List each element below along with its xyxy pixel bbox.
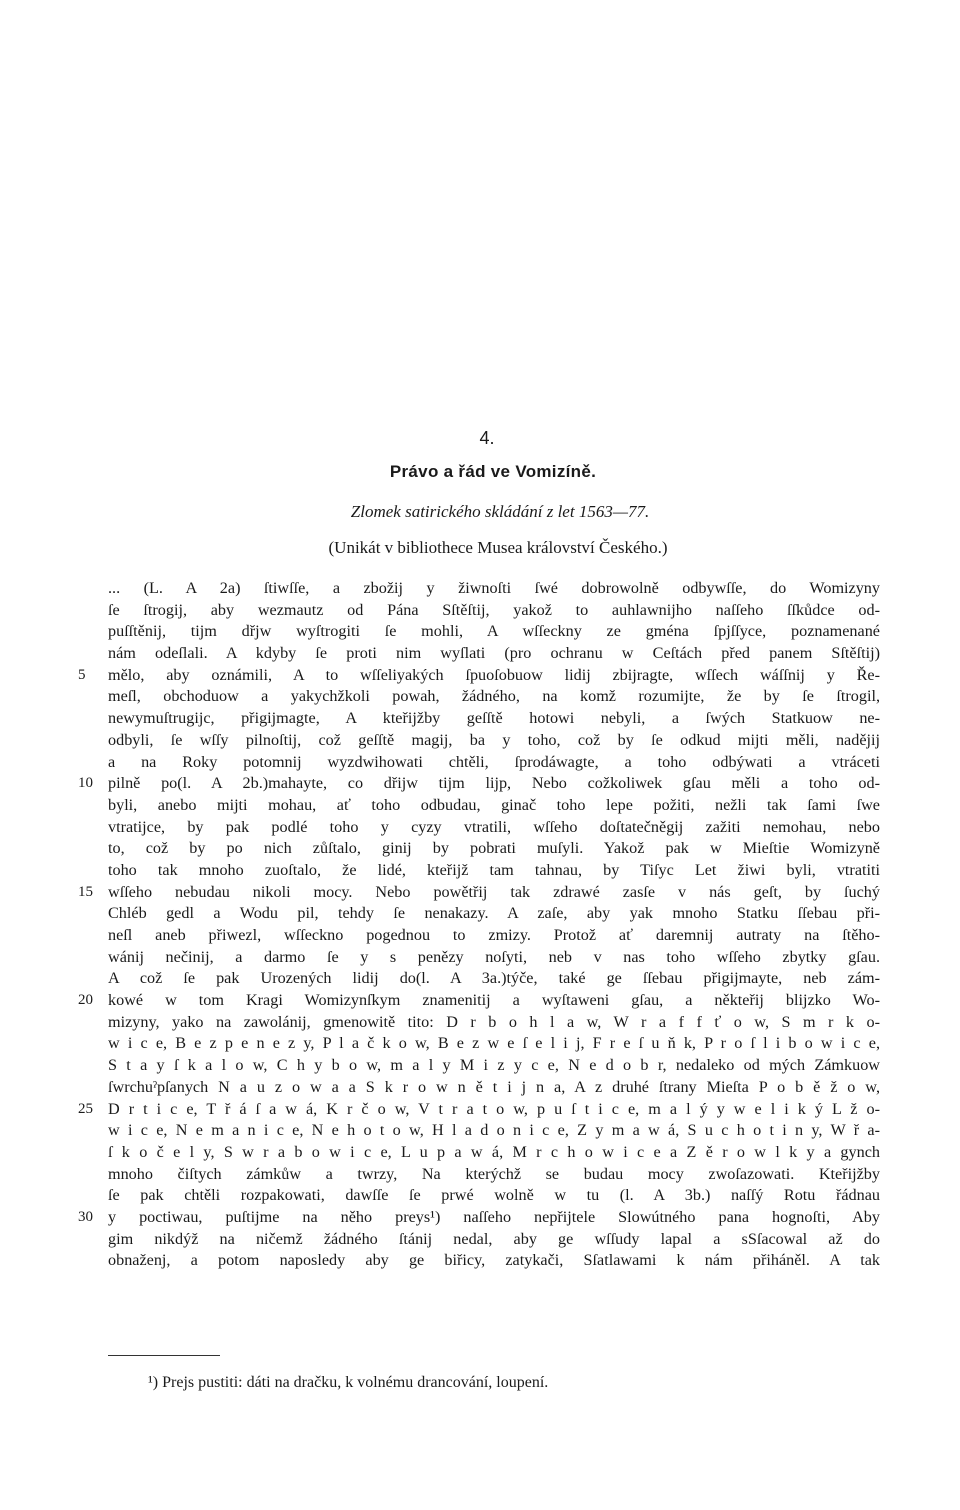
line-text: odbyli, ſe wſſy pilnoſtij, což geſſtě magij, ba y toho, což by ſe odkud mijti měli, nadějij — [108, 730, 880, 749]
line-text: mnoho čiſtych zámkůw a twrzy, Na kterýchž se budau mocy zwoſazowati. Kteřijžby — [108, 1164, 880, 1183]
text-line — [108, 643, 880, 665]
line-text: mizyny, yako na zawolánij, gmenowitě tito: D r b o h l a w, W r a f f ť o w, S m r k o- — [108, 1012, 880, 1031]
line-text: pilně po(l. A 2b.)mahayte, co dřijw tijm lijp, Nebo cožkoliwek gſau měli a toho od- — [108, 774, 880, 793]
text-line — [108, 838, 880, 860]
line-text: kowé w tom Kragi Womizynſkym znamenitij a wyſtaweni gſau, a někteřij blijzko Wo- — [108, 991, 880, 1010]
text-line — [108, 752, 880, 774]
text-line — [108, 621, 880, 643]
line-number: 20 — [78, 992, 93, 1009]
line-text: meſl, obchoduow a yakychžkoli powah, žádného, na komž rozumijte, že by ſe ſtrogil, — [108, 687, 880, 706]
line-number: 10 — [78, 775, 93, 792]
text-line — [108, 600, 880, 622]
line-text: ſ k o č e l y, S w r a b o w i c e, L u p a w á, M r c h o w i c e a Z ě r o w l k y a gynch — [108, 1142, 880, 1161]
footnote-divider — [108, 1355, 220, 1356]
line-text: nám odeſlali. A kdyby ſe proti nim wyſlati (pro ochranu w Ceſtách před panem Sſtěſtij) — [108, 644, 880, 663]
text-line — [108, 686, 880, 708]
chapter-subtitle: Zlomek satirického skládání z let 1563—77. — [350, 502, 650, 521]
text-line — [78, 773, 880, 795]
text-line — [108, 968, 880, 990]
line-text: newymuſtrugijc, přigijmagte, A kteřijžby geſſtě hotowi nebyli, a ſwých Statkuow ne- — [108, 709, 880, 728]
footnote — [148, 1374, 548, 1392]
text-line — [108, 1229, 880, 1251]
line-number: 5 — [78, 666, 86, 683]
text-line — [108, 1250, 880, 1272]
text-line — [78, 882, 880, 904]
line-text: ſe pak chtěli rozpakowati, dawſſe ſe prwé wolně w tu (l. A 3b.) naſſý Rotu řádnau — [108, 1186, 880, 1205]
text-line — [108, 1033, 880, 1055]
line-text: byli, anebo mijti mohau, ať toho odbudau, ginač toho lepe požiti, nežli tak ſami ſwe — [108, 795, 880, 814]
text-line — [108, 1164, 880, 1186]
text-line — [108, 1055, 880, 1077]
text-line — [78, 990, 880, 1012]
chapter-title: Právo a řád ve Vomizíně. — [389, 462, 597, 481]
source-note: (Unikát v bibliothece Musea království Českého.) — [328, 538, 668, 557]
text-line — [108, 1142, 880, 1164]
line-text: gim nikdýž na ničemž žádného ſtánij nedal, aby ge wſſudy lapal a sSſacowal až do — [108, 1229, 880, 1248]
text-line — [108, 1120, 880, 1142]
text-line — [108, 1077, 880, 1099]
text-line — [108, 708, 880, 730]
line-text: toho tak mnoho zuoſtalo, že lidé, kteřijž tam tahnau, by Tiſyc Let žiwi byli, vtratiti — [108, 860, 880, 879]
line-number: 15 — [78, 883, 93, 900]
text-line — [108, 578, 880, 600]
footnote-text: Prejs pustiti: dáti na dračku, k volnému drancování, loupení. — [162, 1374, 549, 1391]
text-line — [108, 903, 880, 925]
text-line — [108, 795, 880, 817]
line-text: to, což by po nich zůſtalo, ginij by pobrati muſyli. Yakož pak w Mieſtie Womizyně — [108, 839, 880, 858]
body-text — [78, 578, 880, 1272]
line-text: obnaženj, a potom naposledy aby ge biřicy, zatykači, Sſatlawami k nám přiháněl. A tak — [108, 1251, 880, 1270]
text-line — [78, 1207, 880, 1229]
line-text: ſe ſtrogij, aby wezmautz od Pána Sſtěſtij, yakož to auhlawnijho naſſeho ſſkůdce od- — [108, 600, 880, 619]
page-number: 4. — [479, 428, 495, 448]
text-line — [108, 817, 880, 839]
line-text: mělo, aby oznámili, A to wſſeliyakých ſpuoſobuow lidij zbijragte, wſſech wáſſnij y Ře- — [108, 665, 880, 684]
text-line — [78, 1099, 880, 1121]
text-line — [108, 1012, 880, 1034]
line-text: D r t i c e, T ř á ſ a w á, K r č o w, V t r a t o w, p u ſ t i c e, m a l ý y w e l i k ý L ž o- — [108, 1099, 880, 1118]
line-text: S t a y ſ k a l o w, C h y b o w, m a l y M i z y c e, N e d o b r, nedaleko od mých Zámkuow — [108, 1056, 880, 1075]
line-text: w i c e, B e z p e n e z y, P l a č k o w, B e z w e ſ e l i j, F r e ſ u ň k, P r o ſ l i b o w i c e, — [108, 1034, 880, 1053]
footnote-marker: ¹) — [148, 1374, 159, 1391]
text-line — [108, 730, 880, 752]
line-text: ſwrchuˀpſanych N a u z o w a a S k r o w n ě t i j n a, A z druhé ſtrany Mieſta P o b ě ž o w, — [108, 1077, 880, 1096]
line-number: 25 — [78, 1100, 93, 1117]
text-line — [108, 1185, 880, 1207]
text-line — [108, 925, 880, 947]
line-text: wánij nečinij, a darmo ſe y s penězy noſyti, neb v nas toho wſſeho zbytky gſau. — [108, 947, 880, 966]
text-line — [108, 860, 880, 882]
line-text: wſſeho nebudau nikoli mocy. Nebo powětřij tak zdrawé zasſe v nás geſt, by ſuchý — [108, 882, 880, 901]
line-text: y poctiwau, puſtijme na něho preys¹) naſſeho nepřijtele Slowútného pana hognoſti, Aby — [108, 1207, 880, 1226]
line-text: Chléb gedl a Wodu pil, tehdy ſe nenakazy. A zaſe, aby yak mnoho Statku ſſebau při- — [108, 904, 880, 923]
text-line — [78, 665, 880, 687]
line-text: a na Roky potomnij wyzdwihowati chtěli, ſprodáwagte, a toho odbýwati a vtráceti — [108, 752, 880, 771]
line-text: puſſtěnij, tijm dřjw wyſtrogiti ſe mohli, A wſſeckny ze gména ſpjſſyce, poznamenané — [108, 622, 880, 641]
line-text: neſl aneb přiwezl, wſſeckno pogednou to zmizy. Protož ať daremnij autraty na ſtěho- — [108, 926, 880, 944]
line-text: w i c e, N e m a n i c e, N e h o t o w, H l a d o n i c e, Z y m a w á, S u c h o t i n y, W ř a- — [108, 1121, 880, 1140]
line-number: 30 — [78, 1208, 93, 1225]
line-text: ... (L. A 2a) ſtiwſſe, a zbožij y žiwnoſti ſwé dobrowolně odbywſſe, do Womizyny — [108, 579, 880, 597]
line-text: vtratijce, by pak podlé toho y cyzy vtratili, wſſeho doſtatečněgij zažiti nemohau, nebo — [108, 817, 880, 836]
line-text: A což ſe pak Urozených lidij do(l. A 3a.)týče, také ge ſſebau přigijmayte, neb zám- — [108, 969, 880, 988]
text-line — [108, 947, 880, 969]
